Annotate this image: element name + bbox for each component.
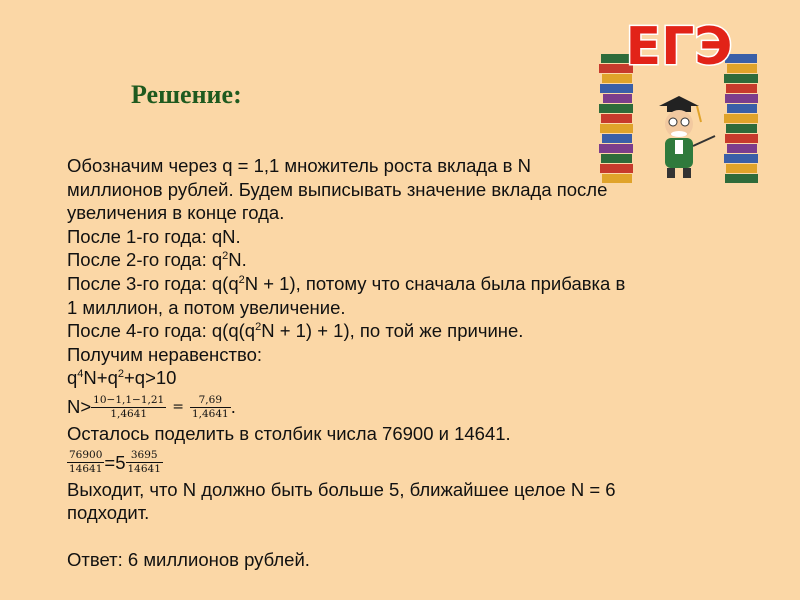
text-line: увеличения в конце года.	[67, 202, 285, 224]
text-line: После 1-го года: qN.	[67, 225, 241, 247]
fraction-4: $\frac{3695}{14641}$	[127, 449, 161, 476]
division-line: $\frac{76900}{14641}$ =5 $\frac{3695}{14641}$	[69, 449, 161, 476]
fraction-line: N> $\frac{10-1,1-1,21}{1,4641}$ = $\frac{7,69}{1,4641}$ .	[67, 393, 236, 420]
svg-text:ЕГЭ: ЕГЭ	[625, 17, 733, 77]
inequality-line: $q^4N+q^2+q>10$	[67, 367, 177, 389]
answer-line: Ответ: 6 миллионов рублей.	[67, 549, 310, 571]
text-line: После 4-го года: $q(q(q^2N + 1) + 1)$, по той же причине.	[67, 320, 524, 342]
text-line: подходит.	[67, 502, 150, 524]
text-line: Выходит, что N должно быть больше 5, ближайшее целое N = 6	[67, 478, 616, 500]
fraction-2: $\frac{7,69}{1,4641}$	[191, 393, 229, 420]
text-line: После 2-го года: $q^2N$.	[67, 249, 247, 271]
text-line: Осталось поделить в столбик числа 76900 и 14641.	[67, 422, 511, 444]
solution-text	[67, 154, 707, 572]
blank-line	[67, 525, 707, 549]
fraction-1: $\frac{10-1,1-1,21}{1,4641}$	[93, 393, 165, 420]
slide-title: Решение:	[131, 80, 242, 109]
text-line: Получим неравенство:	[67, 343, 263, 365]
text-line: После 3-го года: $q(q^2N + 1)$, потому что сначала была прибавка в	[67, 272, 626, 294]
text-line: Обозначим через q = 1,1 множитель роста вклада в N	[67, 155, 531, 176]
text-line: 1 миллион, а потом увеличение.	[67, 296, 346, 318]
fraction-3: $\frac{76900}{14641}$	[69, 449, 103, 476]
text-line: миллионов рублей. Будем выписывать значение вклада после	[67, 178, 608, 200]
